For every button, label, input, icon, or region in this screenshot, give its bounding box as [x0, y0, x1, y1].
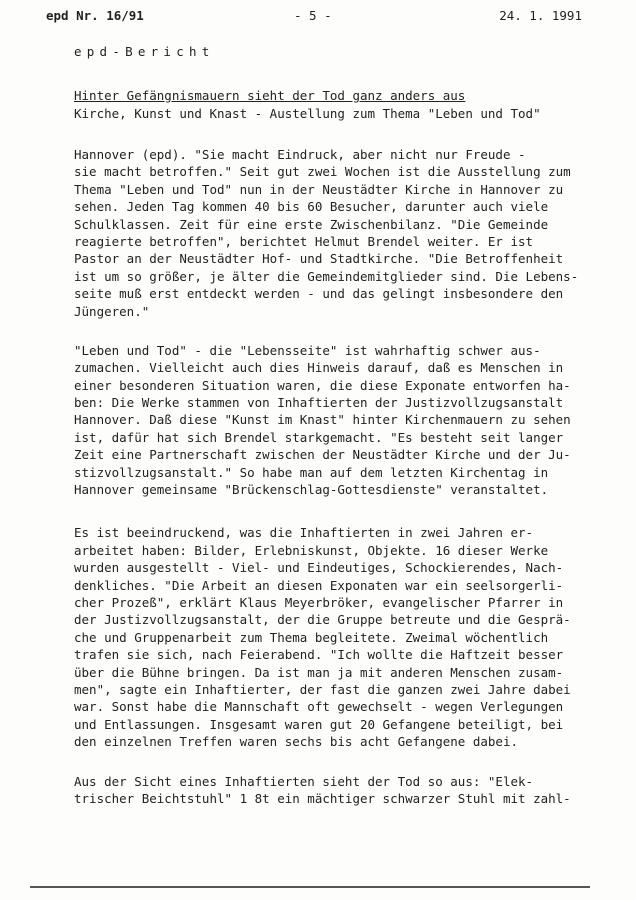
text-line: sehen. Jeden Tag kommen 40 bis 60 Besucher, darunter auch viele — [74, 199, 549, 215]
text-line: che und Gruppenarbeit zum Thema begleitete. Zweimal wöchentlich — [74, 629, 549, 645]
text-line: der Justizvollzugsanstalt, der die Gruppe betreute und die Gesprä- — [74, 612, 571, 628]
issue-number: epd Nr. 16/91 — [46, 8, 144, 23]
subheadline: Kirche, Kunst und Knast - Austellung zum Thema "Leben und Tod" — [74, 106, 541, 121]
text-line: sie macht betroffen." Seit gut zwei Wochen ist die Ausstellung zum — [74, 164, 571, 180]
text-line: seite muß erst entdeckt werden - und das gelingt insbesondere den — [74, 286, 564, 302]
text-line: den einzelnen Treffen waren sechs bis acht Gefangene dabei. — [74, 734, 519, 750]
text-line: Jüngeren." — [74, 303, 150, 319]
text-line: Pastor an der Neustädter Hof- und Stadtkirche. "Die Betroffenheit — [74, 251, 564, 267]
text-line: Hannover gemeinsame "Brückenschlag-Gottesdienste" veranstaltet. — [74, 482, 549, 498]
article-body — [74, 146, 584, 829]
text-line: Hannover. Daß diese "Kunst im Knast" hinter Kirchenmauern zu sehen — [74, 412, 571, 428]
text-line: denkliches. "Die Arbeit an diesen Exponaten war ein seelsorgerli- — [74, 577, 564, 593]
text-line: "Leben und Tod" - die "Lebensseite" ist wahrhaftig schwer aus- — [74, 342, 541, 358]
text-line: ben: Die Werke stammen von Inhaftierten der Justizvollzugsanstalt — [74, 395, 564, 411]
text-line: cher Prozeß", erklärt Klaus Meyerbröker, evangelischer Pfarrer in — [74, 594, 564, 610]
issue-date: 24. 1. 1991 — [499, 8, 582, 23]
text-line: stizvollzugsanstalt." So habe man auf dem letzten Kirchentag in — [74, 464, 549, 480]
text-line: Zeit eine Partnerschaft zwischen der Neustädter Kirche und der Ju- — [74, 447, 571, 463]
text-line: Es ist beeindruckend, was die Inhaftierten in zwei Jahren er- — [74, 525, 534, 541]
text-line: ist um so größer, je älter die Gemeindemitglieder sind. Die Lebens- — [74, 268, 579, 284]
text-line: einer besonderen Situation waren, die diese Exponate entworfen ha- — [74, 377, 571, 393]
text-line: reagierte betroffen", berichtet Helmut Brendel weiter. Er ist — [74, 233, 534, 249]
text-line: Thema "Leben und Tod" nun in der Neustädter Kirche in Hannover zu — [74, 181, 564, 197]
paragraph — [74, 773, 584, 808]
text-line: men", sagte ein Inhaftierter, der fast die ganzen zwei Jahre dabei — [74, 681, 571, 697]
headline: Hinter Gefängnismauern sieht der Tod ganz anders aus — [74, 88, 466, 103]
text-line: wurden ausgestellt - Viel- und Eindeutiges, Schockierendes, Nach- — [74, 560, 564, 576]
text-line: und Entlassungen. Insgesamt waren gut 20 Gefangene beteiligt, bei — [74, 716, 564, 732]
text-line: Schulklassen. Zeit für eine erste Zwischenbilanz. "Die Gemeinde — [74, 216, 549, 232]
paragraph — [74, 342, 584, 499]
text-line: trafen sie sich, nach Feierabend. "Ich wollte die Haftzeit besser — [74, 647, 564, 663]
section-label: epd-Bericht — [74, 44, 215, 59]
text-line: zumachen. Vielleicht auch dies Hinweis darauf, daß es Menschen in — [74, 360, 564, 376]
bottom-rule — [30, 886, 590, 888]
text-line: ist, dafür hat sich Brendel starkgemacht. "Es besteht seit langer — [74, 429, 564, 445]
page-number: - 5 - — [294, 8, 332, 23]
text-line: Hannover (epd). "Sie macht Eindruck, aber nicht nur Freude - — [74, 147, 526, 162]
text-line: über die Bühne bringen. Da ist man ja mit anderen Menschen zusam- — [74, 664, 564, 680]
text-line: trischer Beichtstuhl" 1 8t ein mächtiger schwarzer Stuhl mit zahl- — [74, 790, 571, 806]
text-line: arbeitet haben: Bilder, Erlebniskunst, Objekte. 16 dieser Werke — [74, 542, 549, 558]
page-header — [46, 8, 582, 28]
text-line: war. Sonst habe die Mannschaft oft gewechselt - wegen Verlegungen — [74, 699, 564, 715]
text-line: Aus der Sicht eines Inhaftierten sieht der Tod so aus: "Elek- — [74, 773, 534, 789]
paragraph — [74, 146, 584, 320]
paragraph — [74, 524, 584, 750]
